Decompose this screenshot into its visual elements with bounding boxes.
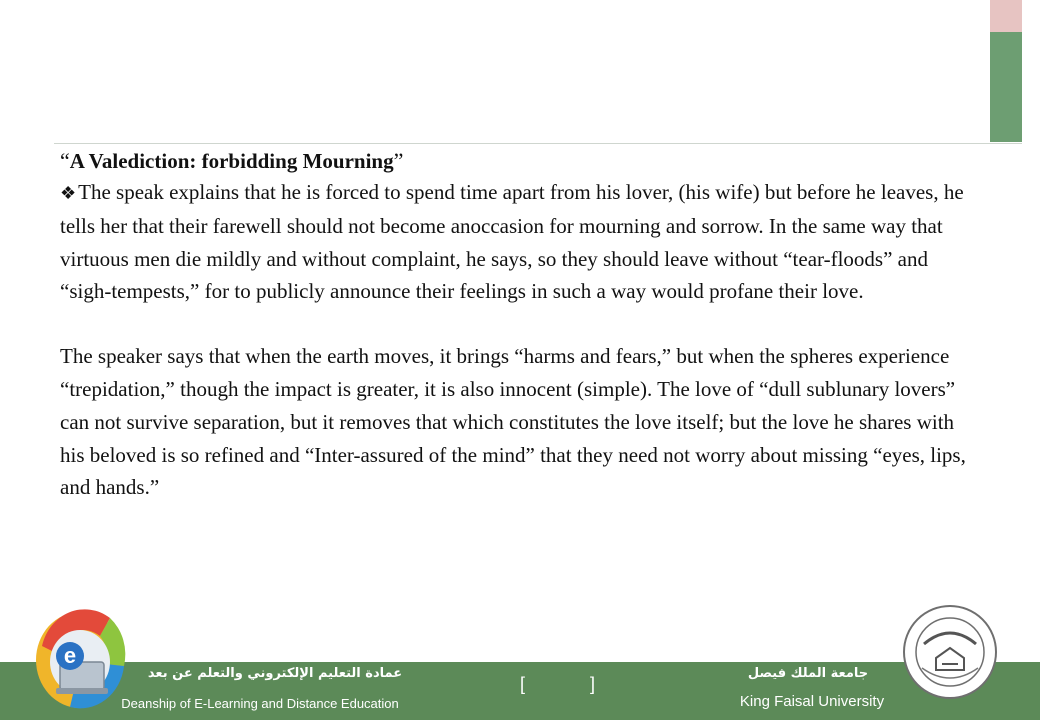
paragraph-2: The speaker says that when the earth moves, it brings “harms and fears,” but when the spheres experience “trepidation,” though the impact is greater, it is also innocent (simple). The love of “dull sublunary lovers” can not survive separation, but it removes that which constitutes the love itself; but the love he shares with his beloved is so refined and “Inter-assured of the mind” that they need not worry about missing “eyes, lips, and hands.” xyxy=(60,344,966,500)
accent-block-green xyxy=(990,32,1022,142)
header-divider xyxy=(54,143,1022,144)
paragraph-1 xyxy=(60,176,980,308)
deanship-english-name: Deanship of E-Learning and Distance Education xyxy=(121,696,399,711)
svg-text:e: e xyxy=(63,643,77,668)
university-english-name: King Faisal University xyxy=(739,693,885,710)
footer-bar xyxy=(0,662,1040,720)
title-text: A Valediction: forbidding Mourning xyxy=(69,149,394,173)
title-open-quote: “ xyxy=(60,148,70,173)
paragraph-1-text: The speak explains that he is forced to spend time apart from his lover, (his wife) but before he leaves, he tells her that their farewell should not become anoccasion for mourning and sorrow. In the same way that virtuous men die mildly and without complaint, he says, so they should leave without “tear-floods” and “sigh-tempests,” for to publicly announce their feelings in such a way would profane their love. xyxy=(60,180,964,304)
university-seal-icon xyxy=(902,604,998,700)
slide-title xyxy=(60,146,980,176)
diamond-bullet-icon: ❖ xyxy=(60,183,77,203)
title-close-quote: ” xyxy=(393,148,404,173)
slide-content xyxy=(60,146,980,504)
e-learning-logo-icon xyxy=(30,606,130,712)
page-number: [ ] xyxy=(520,674,626,694)
accent-block-pink xyxy=(990,0,1022,32)
university-arabic-name: جامعة الملك فيصل xyxy=(747,666,869,681)
deanship-arabic-name: عمادة التعليم الإلكتروني والتعلم عن بعد xyxy=(147,666,403,681)
